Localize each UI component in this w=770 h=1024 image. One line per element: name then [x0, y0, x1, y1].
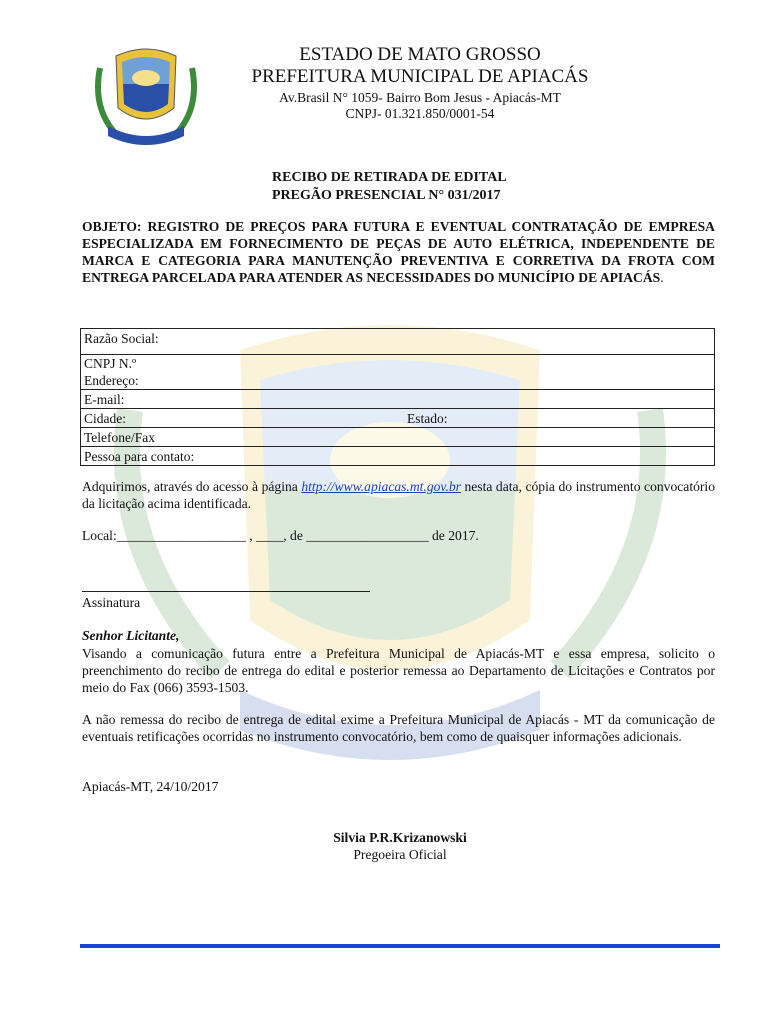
disclaimer-paragraph: A não remessa do recibo de entrega de edital exime a Prefeitura Municipal de Apiacás - MT da comunicação de eventuais retificações ocorridas no instrumento convocatório, bem como de quaisquer informações adicionais.: [82, 712, 715, 744]
contato-field[interactable]: Pessoa para contato:: [81, 447, 715, 466]
communication-paragraph: Visando a comunicação futura entre a Prefeitura Municipal de Apiacás-MT e essa empresa, solicito o preenchimento do recibo de entrega do edital e posterior remessa ao Departamento de Licitações e Contratos por meio do Fax (066) 3593-1503.: [82, 646, 715, 695]
municipality-title: PREFEITURA MUNICIPAL DE APIACÁS: [251, 66, 589, 87]
signer-name: Silvia P.R.Krizanowski: [333, 830, 467, 845]
endereco-label: Endereço:: [84, 373, 139, 388]
acquisition-text-after: nesta data, cópia do instrumento convocatório da licitação acima identificada.: [82, 479, 715, 511]
acquisition-text-before: Adquirimos, através do acesso à página: [82, 479, 302, 494]
email-field[interactable]: E-mail:: [81, 390, 715, 409]
estado-label: Estado:: [407, 410, 448, 426]
document-subtitle: PREGÃO PRESENCIAL N° 031/2017: [272, 188, 501, 203]
issue-date: Apiacás-MT, 24/10/2017: [82, 779, 219, 794]
cnpj-label: CNPJ N.º: [84, 356, 137, 371]
municipal-crest-icon: [86, 38, 206, 150]
cidade-estado-field[interactable]: [81, 409, 715, 428]
objeto-text: OBJETO: REGISTRO DE PREÇOS PARA FUTURA E EVENTUAL CONTRATAÇÃO DE EMPRESA ESPECIALIZADA EM FORNECIMENTO DE PEÇAS DE AUTO ELÉTRICA, INDEPENDENTE DE MARCA E CATEGORIA PARA MANUTENÇÃO PREVENTIVA E CORRETIVA DA FROTA COM ENTREGA PARCELADA PARA ATENDER AS NECESSIDADES DO MUNICÍPIO DE APIACÁS: [82, 219, 715, 285]
contact-block-field[interactable]: [81, 355, 715, 390]
footer-rule: [80, 944, 720, 948]
document-title: RECIBO DE RETIRADA DE EDITAL: [272, 170, 507, 185]
razao-social-field[interactable]: Razão Social:: [81, 329, 715, 355]
salutation: Senhor Licitante,: [82, 628, 180, 643]
acquisition-paragraph: [82, 478, 715, 512]
objeto-paragraph: [82, 218, 715, 286]
cidade-label: Cidade:: [84, 410, 126, 426]
signer-role: Pregoeira Oficial: [353, 847, 447, 862]
state-title: ESTADO DE MATO GROSSO: [299, 44, 541, 65]
signature-line: [82, 591, 370, 592]
website-link[interactable]: http://www.apiacas.mt.gov.br: [301, 479, 461, 494]
signature-label: Assinatura: [82, 595, 141, 610]
cnpj-line: CNPJ- 01.321.850/0001-54: [345, 106, 495, 121]
telefone-field[interactable]: Telefone/Fax: [81, 428, 715, 447]
address-line: Av.Brasil N° 1059- Bairro Bom Jesus - Apiacás-MT: [279, 90, 561, 105]
recipient-form: [80, 328, 715, 466]
local-date-line: Local:___________________ , ____, de __________________ de 2017.: [82, 528, 479, 543]
objeto-end: .: [660, 270, 664, 285]
